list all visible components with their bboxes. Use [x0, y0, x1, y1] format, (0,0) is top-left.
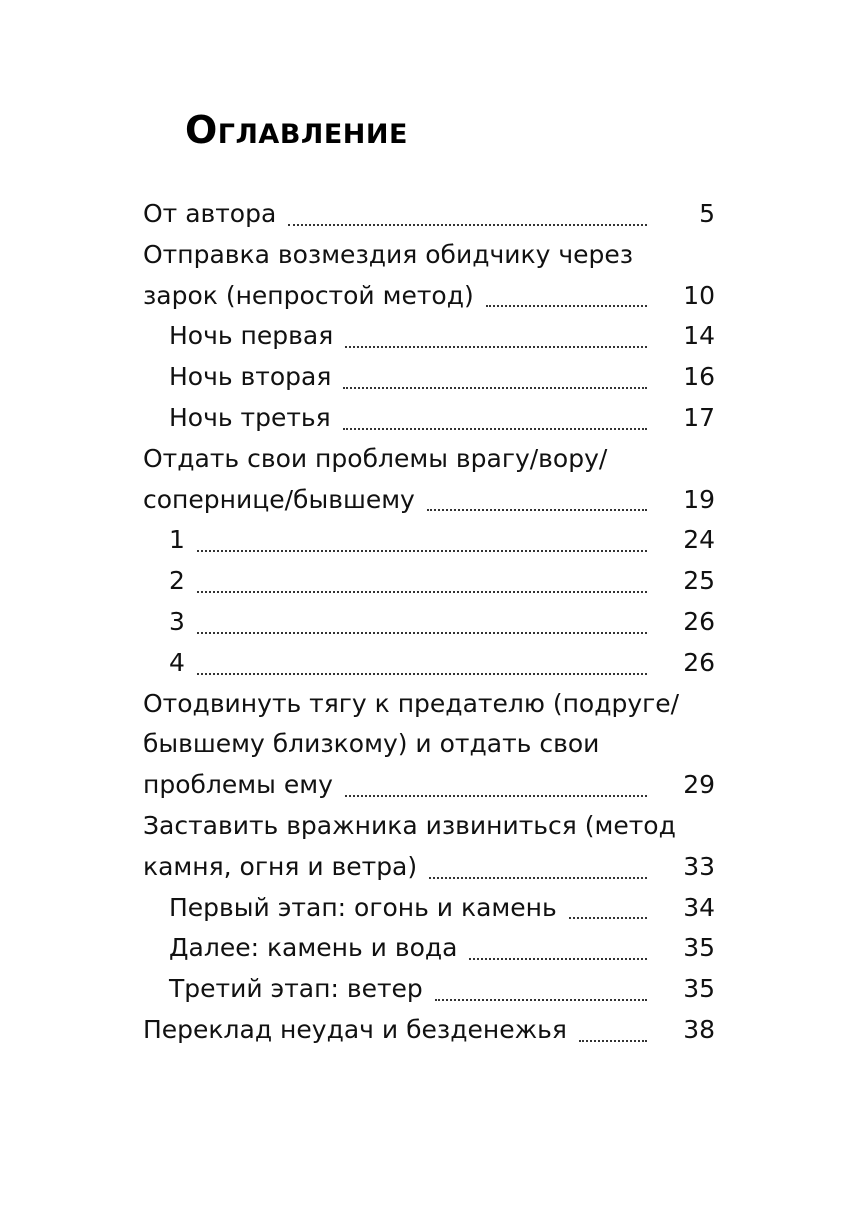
toc-entry[interactable] [143, 806, 715, 888]
toc-page-number: 33 [683, 851, 715, 881]
dot-leader [345, 345, 647, 348]
toc-page-number: 16 [683, 362, 715, 392]
toc-entry[interactable] [143, 520, 715, 561]
toc-page-number: 34 [683, 892, 715, 922]
toc-entry-row [143, 602, 715, 643]
dot-leader [197, 590, 647, 593]
dot-leader [579, 1039, 647, 1042]
toc-page-number: 35 [683, 974, 715, 1004]
toc-entry[interactable] [143, 643, 715, 684]
toc-entry-title-line: 1 [169, 525, 185, 555]
toc-entry-row [143, 480, 715, 521]
toc-page-number: 29 [683, 770, 715, 800]
toc-entry-title-line: Ночь первая [169, 321, 334, 351]
toc-entry-row [143, 765, 715, 806]
toc-entry-title-line: Заставить вражника извиниться (метод [143, 810, 676, 840]
dot-leader [197, 631, 647, 634]
toc-entry[interactable] [143, 1010, 715, 1051]
toc-entry-title-line: Ночь третья [169, 402, 331, 432]
toc-entry-title-line: 3 [169, 606, 185, 636]
toc-entry-title-line: сопернице/бывшему [143, 484, 415, 514]
toc-page-number: 14 [683, 321, 715, 351]
dot-leader [288, 223, 647, 226]
page-title: Оглавление [185, 108, 408, 152]
toc-entry-title-line: 2 [169, 566, 185, 596]
toc-entry-title-line: проблемы ему [143, 770, 333, 800]
toc-page-number: 25 [683, 566, 715, 596]
dot-leader [435, 998, 647, 1001]
toc-entry-title-line: От автора [143, 199, 277, 228]
toc-entry-row [143, 520, 715, 561]
toc-entry-title-line: 4 [169, 647, 185, 677]
toc-entry-title-line: Далее: камень и вода [169, 933, 458, 963]
toc-entry-row [143, 398, 715, 439]
toc-entry[interactable] [143, 439, 715, 521]
toc-entry-title-line: Отодвинуть тягу к предателю (подруге/ [143, 688, 680, 718]
toc-entry-row [143, 643, 715, 684]
toc-page-number: 5 [699, 199, 715, 228]
toc-entry-row [143, 969, 715, 1010]
toc-page-number: 17 [683, 402, 715, 432]
dot-leader [486, 304, 647, 307]
toc-page-number: 19 [683, 484, 715, 514]
dot-leader [197, 672, 647, 675]
toc-entry-row [143, 357, 715, 398]
toc-page-number: 26 [683, 647, 715, 677]
toc-entry-title-line: камня, огня и ветра) [143, 851, 418, 881]
dot-leader [427, 508, 647, 511]
dot-leader [569, 916, 647, 919]
toc-entry-row [143, 316, 715, 357]
toc-entry[interactable] [143, 888, 715, 929]
toc-entry-title-line: бывшему близкому) и отдать свои [143, 729, 600, 759]
toc-page-number: 24 [683, 525, 715, 555]
toc-entry[interactable] [143, 602, 715, 643]
toc-entry-title-line: Ночь вторая [169, 362, 332, 392]
toc-entry-row [143, 194, 715, 235]
toc-page-number: 35 [683, 933, 715, 963]
table-of-contents [143, 194, 715, 1051]
dot-leader [345, 794, 647, 797]
toc-entry[interactable] [143, 684, 715, 806]
toc-entry-row [143, 888, 715, 929]
toc-entry-row [143, 928, 715, 969]
toc-entry[interactable] [143, 969, 715, 1010]
toc-entry-title-line: Переклад неудач и безденежья [143, 1014, 567, 1044]
toc-entry[interactable] [143, 194, 715, 235]
dot-leader [469, 957, 647, 960]
toc-entry[interactable] [143, 928, 715, 969]
toc-entry-title-line: Отдать свои проблемы врагу/вору/ [143, 443, 608, 473]
dot-leader [343, 386, 647, 389]
toc-entry[interactable] [143, 235, 715, 317]
toc-entry-row [143, 276, 715, 317]
toc-entry-row [143, 847, 715, 888]
toc-entry-title-line: Первый этап: огонь и камень [169, 892, 557, 922]
toc-entry[interactable] [143, 561, 715, 602]
dot-leader [343, 427, 647, 430]
dot-leader [429, 876, 647, 879]
toc-entry-row [143, 1010, 715, 1051]
dot-leader [197, 549, 647, 552]
toc-page-number: 10 [683, 280, 715, 310]
toc-entry[interactable] [143, 357, 715, 398]
toc-entry-title-line: Отправка возмездия обидчику через [143, 239, 634, 269]
toc-entry-title-line: Третий этап: ветер [169, 974, 423, 1004]
toc-entry[interactable] [143, 398, 715, 439]
toc-entry-row [143, 561, 715, 602]
toc-page-number: 38 [683, 1014, 715, 1044]
toc-page-number: 26 [683, 606, 715, 636]
toc-entry-title-line: зарок (непростой метод) [143, 280, 474, 310]
toc-entry[interactable] [143, 316, 715, 357]
